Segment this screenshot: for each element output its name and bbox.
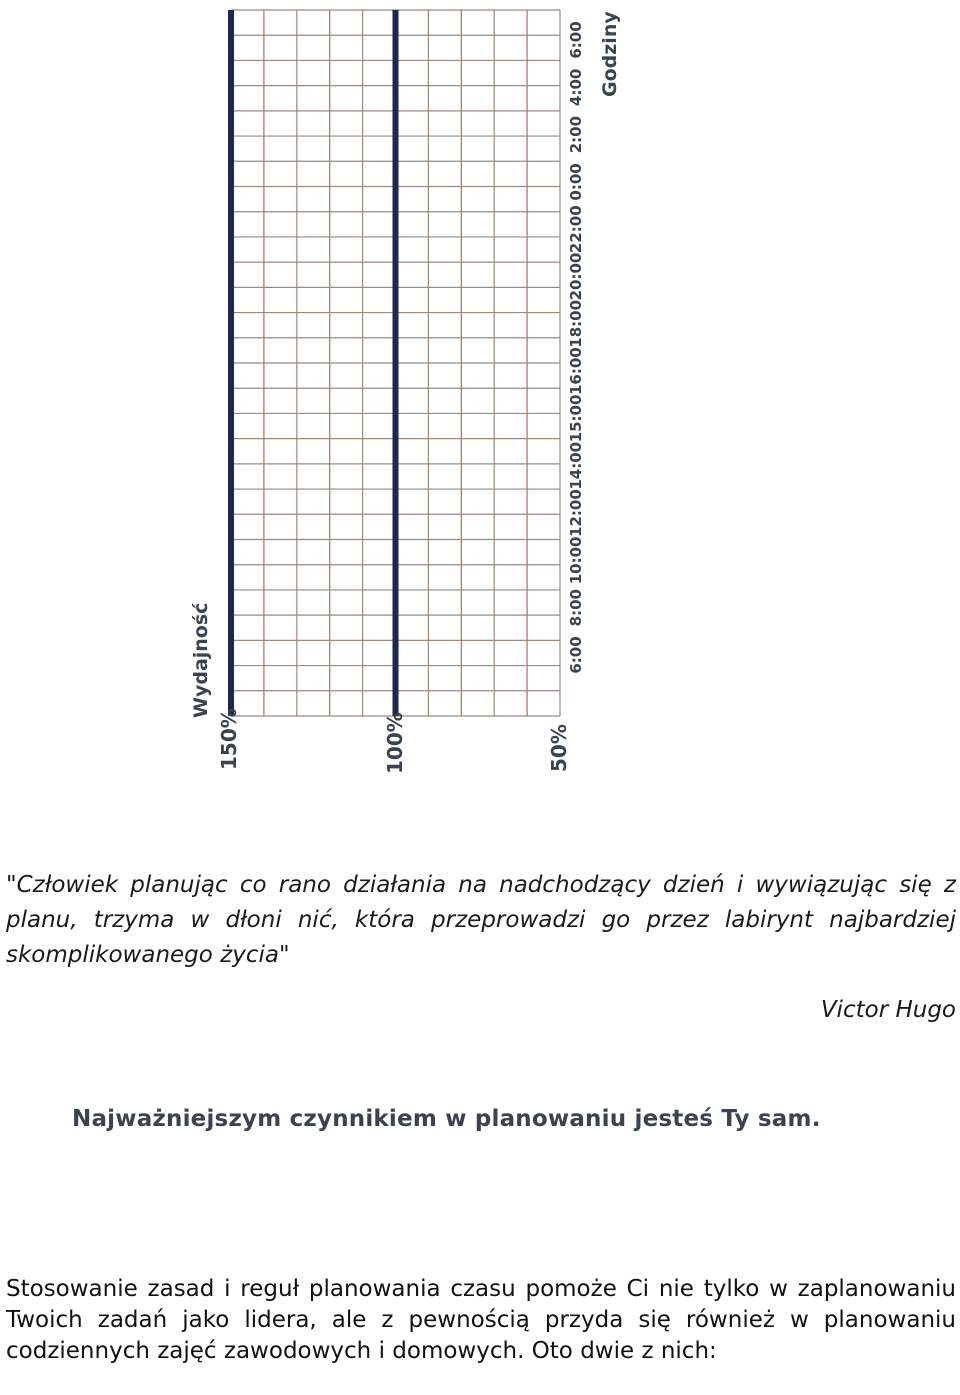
quote-author: Victor Hugo (820, 997, 956, 1023)
percent-label: 50% (547, 724, 571, 772)
hour-label: 4:00 (567, 68, 585, 106)
hour-label: 18:00 (567, 299, 585, 348)
hour-label: 16:00 (567, 347, 585, 396)
body-paragraph: Stosowanie zasad i reguł planowania czasu pomoże Ci nie tylko w zaplanowaniu Twoich zadań jako lidera, ale z pewnością przyda się również w planowaniu codziennych zajęć zawodowych i domowych. Oto dwie z nich: (6, 1276, 956, 1364)
hour-label: 0:00 (567, 163, 585, 201)
hour-label: 20:00 (567, 252, 585, 301)
hour-label: 10:00 (567, 536, 585, 585)
hour-label: 6:00 (567, 21, 585, 59)
hour-label: 2:00 (567, 115, 585, 154)
hour-label: 22:00 (567, 205, 585, 254)
section-heading: Najważniejszym czynnikiem w planowaniu jesteś Ty sam. (72, 1106, 821, 1132)
hour-label: 6:00 (567, 636, 585, 674)
hour-label: 8:00 (567, 589, 585, 627)
quote-text: "Człowiek planując co rano działania na nadchodzący dzień i wywiązując się z planu, trzyma w dłoni nić, która przeprowadzi go przez labirynt najbardziej skomplikowanego życia" (6, 872, 956, 968)
hour-label: 14:00 (567, 441, 585, 490)
hour-label: 15:00 (567, 394, 585, 443)
percent-label: 150% (217, 708, 241, 770)
percent-labels (217, 708, 571, 774)
x-axis-title: Godziny (599, 11, 621, 97)
y-axis-title: Wydajność (190, 602, 212, 718)
hour-labels (567, 21, 585, 673)
hour-label: 12:00 (567, 489, 585, 537)
percent-label: 100% (383, 712, 407, 774)
